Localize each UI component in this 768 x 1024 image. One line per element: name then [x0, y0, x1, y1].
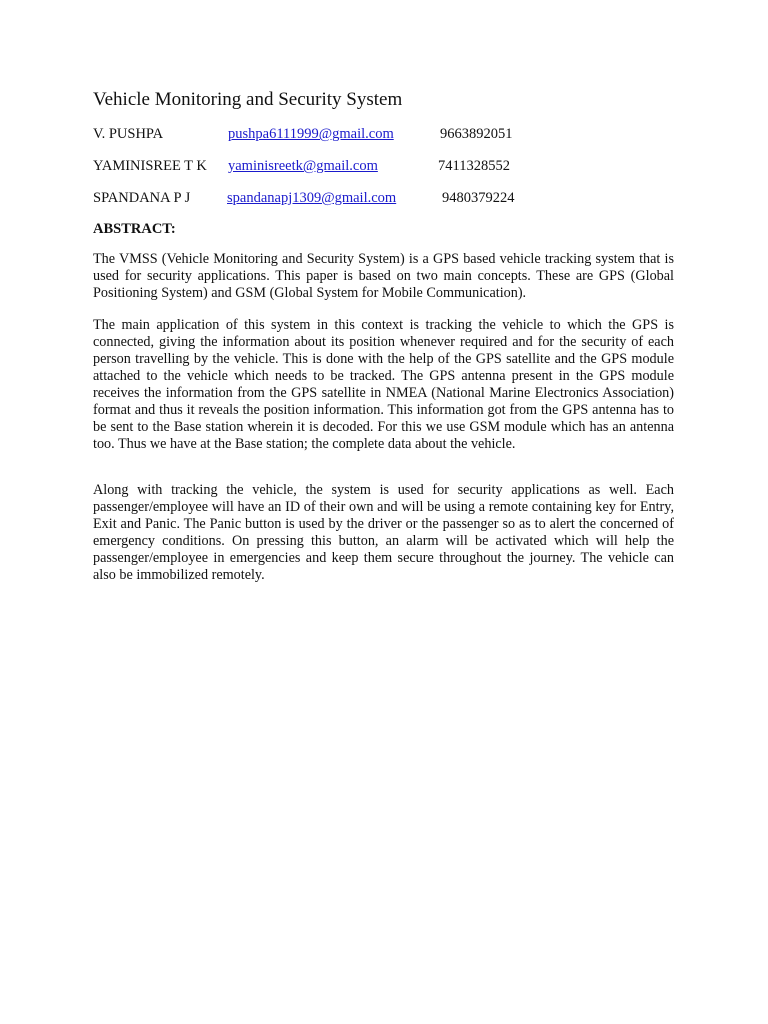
author-name: V. PUSHPA — [93, 126, 164, 142]
author-email-link[interactable]: yaminisreetk@gmail.com — [228, 158, 378, 174]
author-phone: 9663892051 — [440, 126, 513, 142]
author-name: YAMINISREE T K — [93, 158, 207, 174]
author-email-link[interactable]: spandanapj1309@gmail.com — [227, 190, 397, 206]
abstract-paragraph: The main application of this system in this context is tracking the vehicle to which the GPS is connected, giving the information about its position whenever required and for the security of each person travelling by the vehicle. This is done with the help of the GPS satellite and the GPS module attached to the vehicle which needs to be tracked. The GPS antenna present in the GPS module receives the information from the GPS satellite in NMEA (National Marine Electronics Association) format and thus it reveals the position information. This information got from the GPS antenna has to be sent to the Base station wherein it is decoded. For this we use GSM module which has an antenna too. Thus we have at the Base station; the complete data about the vehicle. — [93, 317, 674, 452]
author-name: SPANDANA P J — [93, 190, 191, 206]
abstract-paragraph: Along with tracking the vehicle, the system is used for security applications as well. Each passenger/employee will have an ID of their own and will be using a remote containing key for Entry, Exit and Panic. The Panic button is used by the driver or the passenger so as to alert the concerned of emergency conditions. On pressing this button, an alarm will be activated which will help the passenger/employee in emergencies and keep them secure throughout the journey. The vehicle can also be immobilized remotely. — [93, 482, 674, 583]
author-phone: 7411328552 — [438, 158, 510, 174]
abstract-paragraph: The VMSS (Vehicle Monitoring and Security System) is a GPS based vehicle tracking system that is used for security applications. This paper is based on two main concepts. These are GPS (Global Positioning System) and GSM (Global System for Mobile Communication). — [93, 251, 674, 301]
paper-title: Vehicle Monitoring and Security System — [93, 89, 403, 110]
abstract-heading: ABSTRACT: — [93, 221, 176, 237]
author-email-link[interactable]: pushpa6111999@gmail.com — [228, 126, 394, 142]
author-phone: 9480379224 — [442, 190, 515, 206]
